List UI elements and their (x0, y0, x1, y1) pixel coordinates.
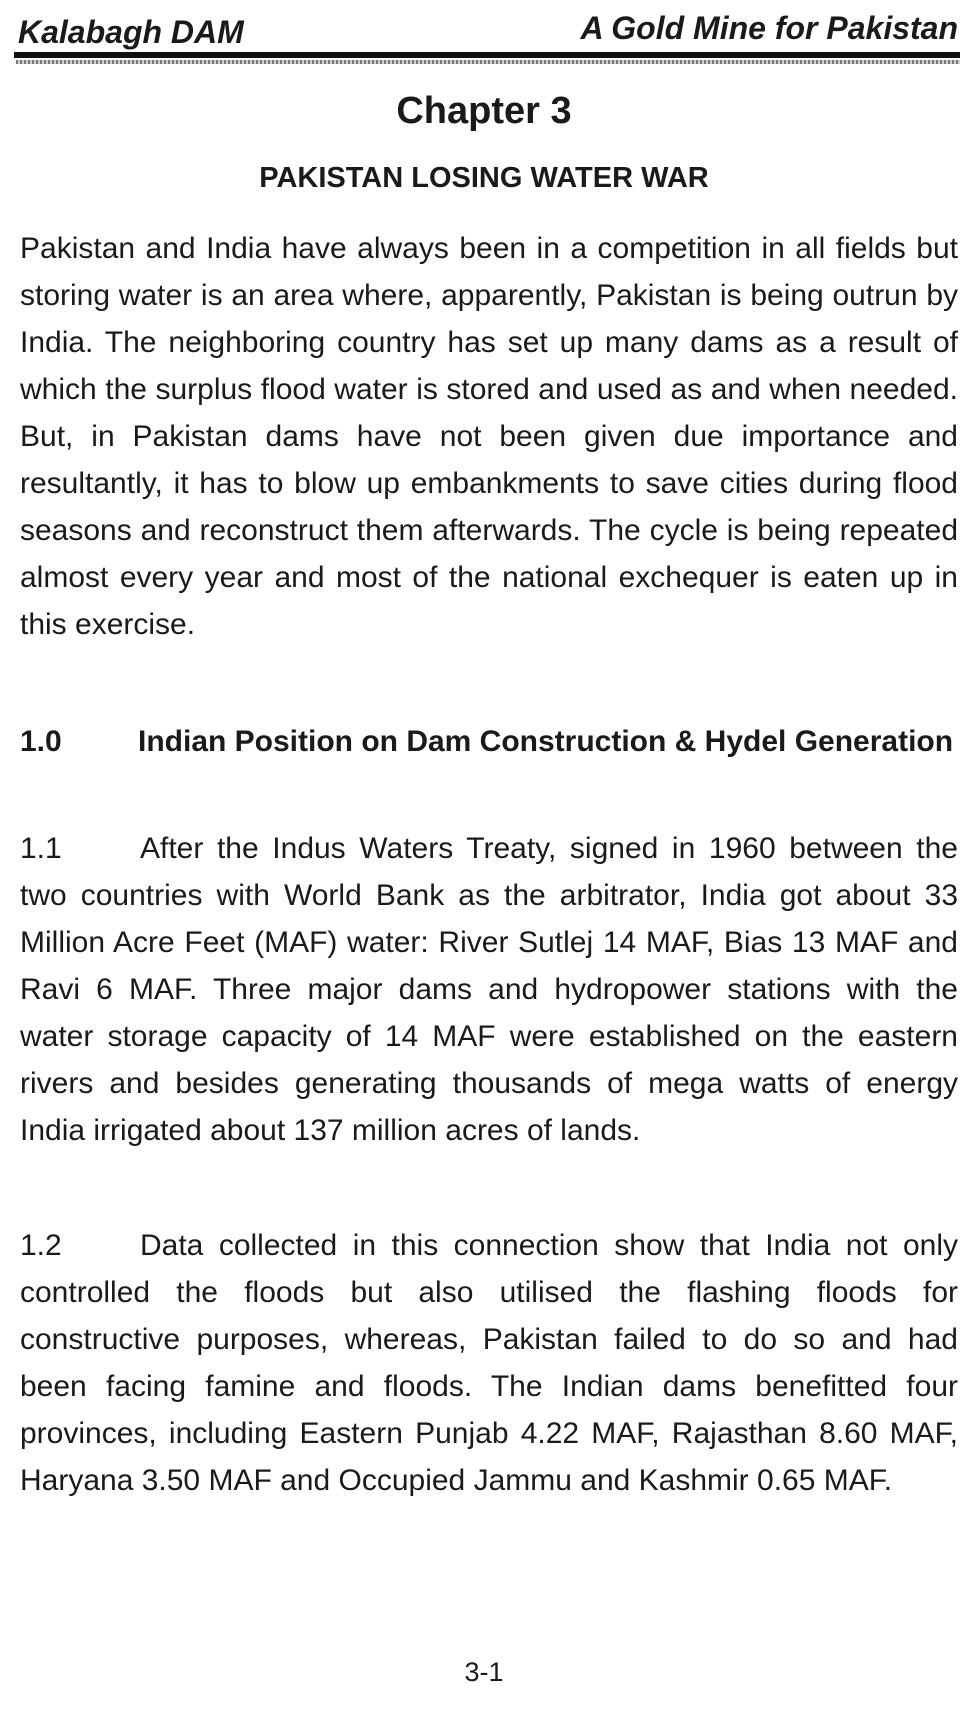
header-rule-shadow (16, 60, 960, 64)
chapter-title: Chapter 3 (396, 90, 572, 132)
page-number: 3-1 (464, 1657, 504, 1687)
header-rule (14, 52, 960, 58)
running-header (18, 8, 958, 48)
paragraph-1-2 (20, 1222, 958, 1504)
paragraph-text: After the Indus Waters Treaty, signed in 1960 between the two countries with World Bank as the arbitrator, India got about 33 Million Acre Feet (MAF) water: River Sutlej 14 MAF, Bias 13 MAF and Ravi 6 MAF. Three major dams and hydropower stations with the water storage capacity of 14 MAF were established on the eastern rivers and besides generating thousands of mega watts of energy India irrigated about 137 million acres of lands. (20, 832, 958, 1147)
intro-paragraph: Pakistan and India have always been in a competition in all fields but storing water is an area where, apparently, Pakistan is being outrun by India. The neighboring country has set up many dams as a result of which the surplus flood water is stored and used as and when needed. But, in Pakistan dams have not been given due importance and resultantly, it has to blow up embankments to save cities during flood seasons and reconstruct them afterwards. The cycle is being repeated almost every year and most of the national exchequer is eaten up in this exercise. (20, 232, 958, 641)
paragraph-number: 1.1 (20, 832, 62, 865)
chapter-subtitle: PAKISTAN LOSING WATER WAR (259, 162, 709, 194)
paragraph-text: Data collected in this connection show that India not only controlled the floods but also utilised the flashing floods for constructive purposes, whereas, Pakistan failed to do so and had been facing famine and floods. The Indian dams benefitted four provinces, including Eastern Punjab 4.22 MAF, Rajasthan 8.60 MAF, Haryana 3.50 MAF and Occupied Jammu and Kashmir 0.65 MAF. (20, 1229, 958, 1497)
section-number: 1.0 (20, 725, 62, 758)
paragraph-1-1 (20, 825, 958, 1154)
paragraph-number: 1.2 (20, 1229, 62, 1262)
header-book-title: Kalabagh DAM (18, 14, 244, 50)
section-heading-text: Indian Position on Dam Construction & Hydel Generation (138, 725, 954, 758)
section-heading-1-0 (20, 718, 958, 765)
header-book-subtitle: A Gold Mine for Pakistan (580, 10, 958, 46)
